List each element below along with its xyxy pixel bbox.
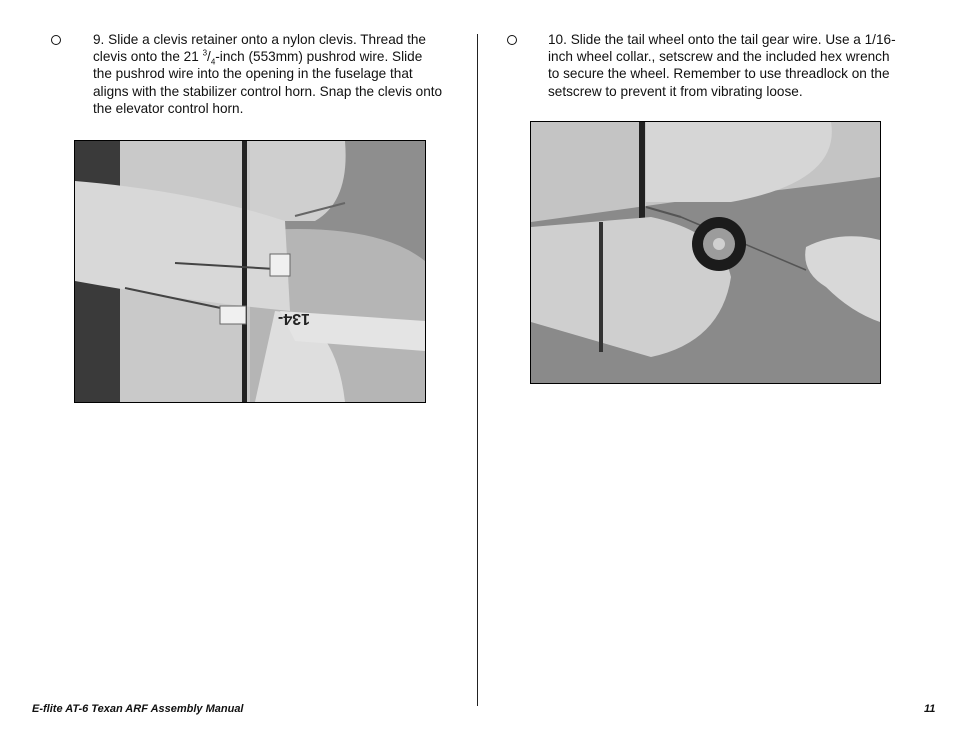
step-9-text-after: -inch (553mm) pushrod wire. Slide the pushrod wire into the opening in the fuselage that aligns with the stabilizer control horn. Snap the clevis onto the elevator control horn. [93,49,443,116]
fuselage-marking: 134- [277,310,310,327]
column-divider [477,34,478,706]
tail-wheel-photo [530,121,881,384]
step-9-text [93,31,443,117]
step-10-text [548,31,903,100]
tail-wheel-illustration [531,122,880,383]
step-10-number: 10. [548,32,567,47]
fraction-denominator: 4 [210,57,216,67]
step-10-body: Slide the tail wheel onto the tail gear wire. Use a 1/16-inch wheel collar., setscrew and the included hex wrench to secure the wheel. Remember to use threadlock on the setscrew to prevent it from vibrating loose. [548,32,896,99]
checkbox-bullet-step-9 [51,35,61,45]
checkbox-bullet-step-10 [507,35,517,45]
fraction-separator: / [207,49,211,65]
step-9-text-before: Slide a clevis retainer onto a nylon clevis. Thread the clevis onto the 21 [93,32,426,65]
elevator-clevis-illustration [75,141,425,402]
page-number: 11 [924,703,936,715]
step-9-number: 9. [93,32,105,47]
fraction-numerator: 3 [202,48,208,58]
footer-title: E-flite AT-6 Texan ARF Assembly Manual [32,703,244,715]
elevator-clevis-photo [74,140,426,403]
